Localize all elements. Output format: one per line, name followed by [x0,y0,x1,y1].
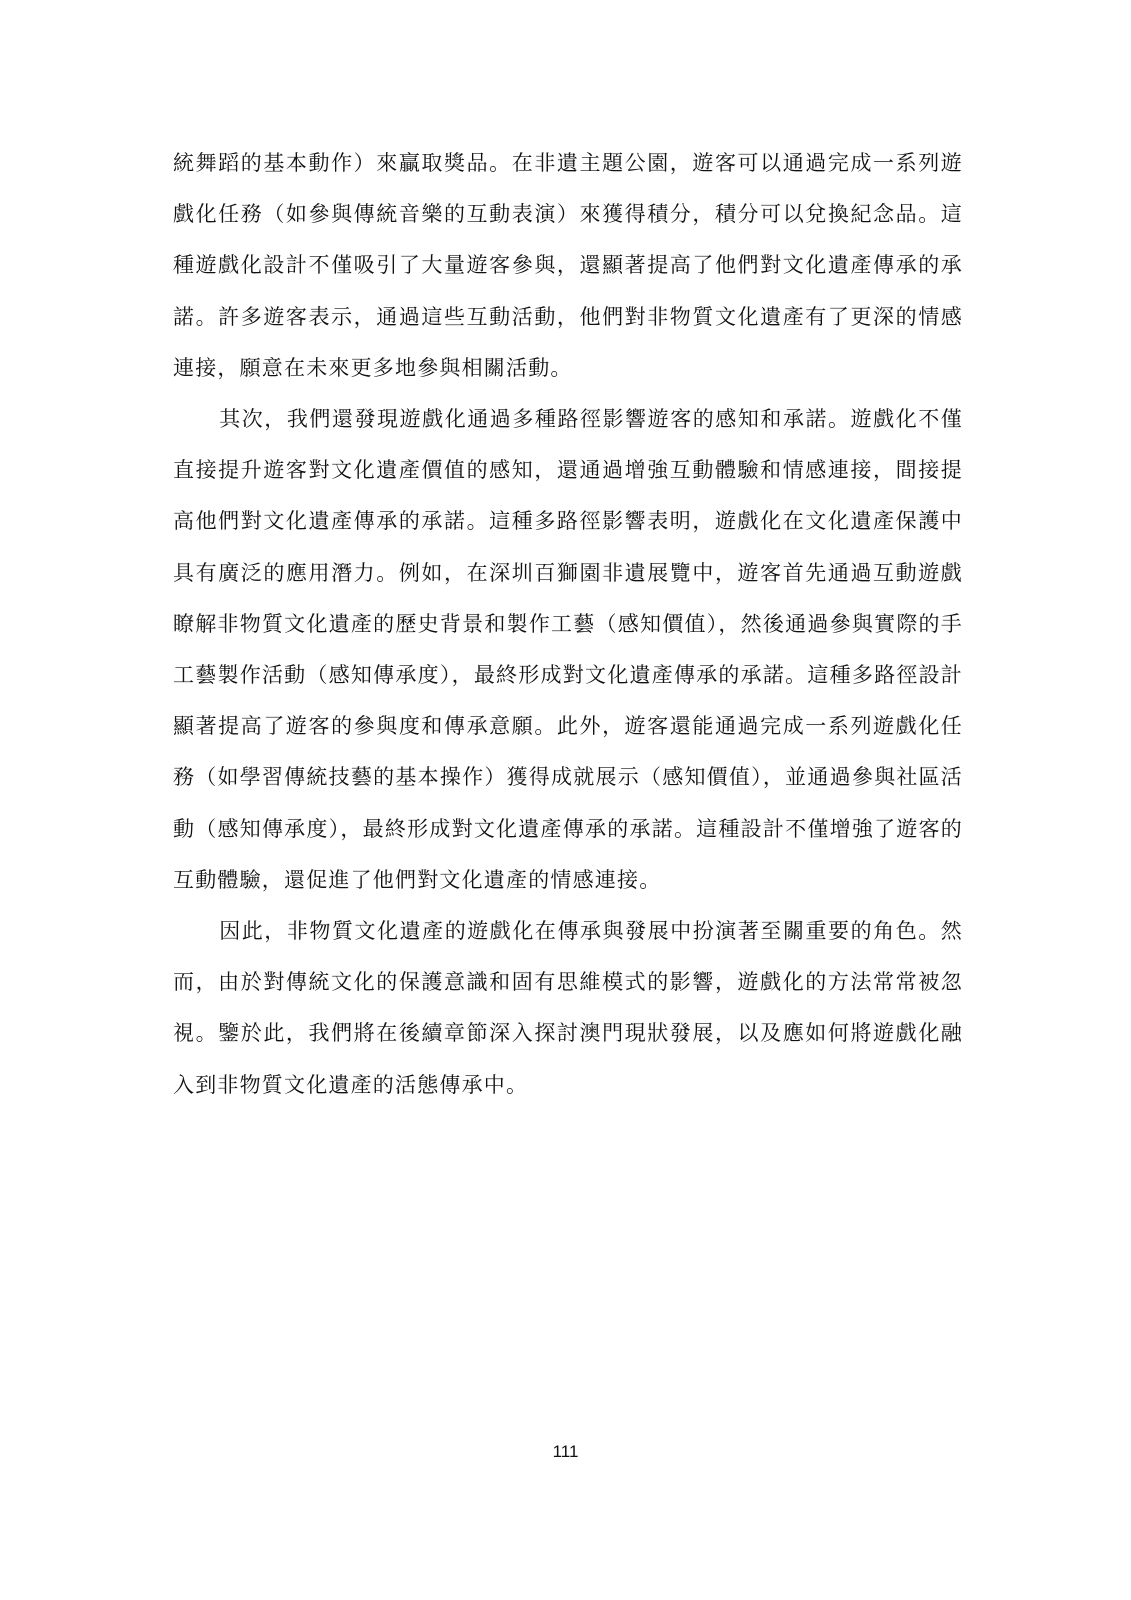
paragraph-multipath: 其次，我們還發現遊戲化通過多種路徑影響遊客的感知和承諾。遊戲化不僅直接提升遊客對文化遺產價值的感知，還通過增強互動體驗和情感連接，間接提高他們對文化遺產傳承的承諾。這種多路徑影響表明，遊戲化在文化遺產保護中具有廣泛的應用潛力。例如，在深圳百獅園非遺展覽中，遊客首先通過互動遊戲瞭解非物質文化遺產的歷史背景和製作工藝（感知價值），然後通過參與實際的手工藝製作活動（感知傳承度），最終形成對文化遺產傳承的承諾。這種多路徑設計顯著提高了遊客的參與度和傳承意願。此外，遊客還能通過完成一系列遊戲化任務（如學習傳統技藝的基本操作）獲得成就展示（感知價值），並通過參與社區活動（感知傳承度），最終形成對文化遺產傳承的承諾。這種設計不僅增強了遊客的互動體驗，還促進了他們對文化遺產的情感連接。 [173,407,963,892]
paragraph-continuation: 統舞蹈的基本動作）來贏取獎品。在非遺主題公園，遊客可以通過完成一系列遊戲化任務（如參與傳統音樂的互動表演）來獲得積分，積分可以兌換紀念品。這種遊戲化設計不僅吸引了大量遊客參與，還顯著提高了他們對文化遺產傳承的承諾。許多遊客表示，通過這些互動活動，他們對非物質文化遺產有了更深的情感連接，願意在未來更多地參與相關活動。 [173,151,963,380]
paragraph-conclusion: 因此，非物質文化遺產的遊戲化在傳承與發展中扮演著至關重要的角色。然而，由於對傳統文化的保護意識和固有思維模式的影響，遊戲化的方法常常被忽視。鑒於此，我們將在後續章節深入探討澳門現狀發展，以及應如何將遊戲化融入到非物質文化遺產的活態傳承中。 [173,919,963,1097]
page-number: 111 [552,1442,579,1461]
body-text [173,138,963,1111]
